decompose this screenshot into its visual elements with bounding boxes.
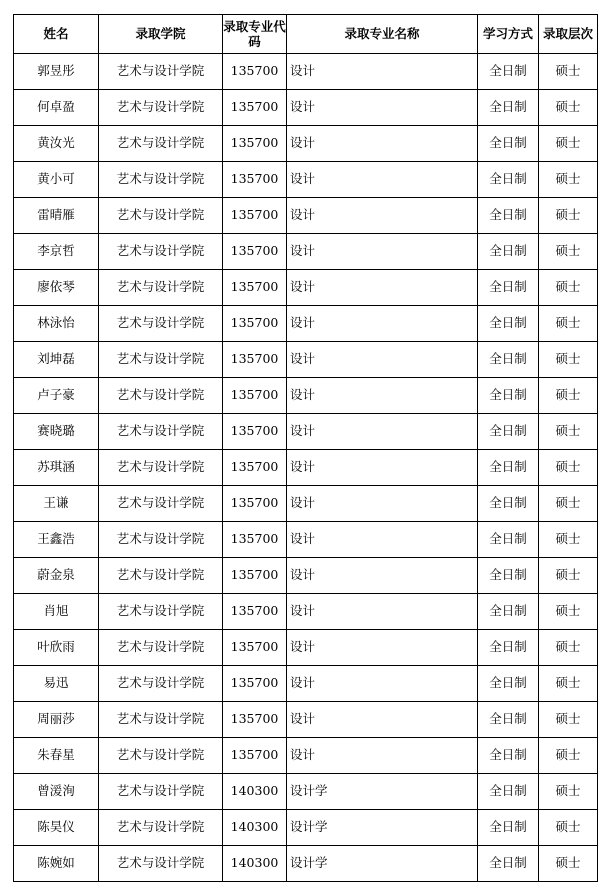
table-row bbox=[14, 126, 598, 162]
table-row bbox=[14, 738, 598, 774]
cell-code: 135700 bbox=[223, 522, 287, 558]
cell-name: 赛晓璐 bbox=[14, 414, 99, 450]
cell-name: 何卓盈 bbox=[14, 90, 99, 126]
cell-mode: 全日制 bbox=[478, 414, 539, 450]
table-row bbox=[14, 54, 598, 90]
cell-mode: 全日制 bbox=[478, 378, 539, 414]
cell-name: 王谦 bbox=[14, 486, 99, 522]
table-row bbox=[14, 234, 598, 270]
cell-level: 硕士 bbox=[539, 414, 598, 450]
table-row bbox=[14, 378, 598, 414]
cell-major: 设计 bbox=[287, 126, 478, 162]
cell-code: 135700 bbox=[223, 630, 287, 666]
cell-code: 135700 bbox=[223, 126, 287, 162]
table-row bbox=[14, 342, 598, 378]
cell-mode: 全日制 bbox=[478, 522, 539, 558]
header-college: 录取学院 bbox=[99, 15, 223, 54]
table-row bbox=[14, 162, 598, 198]
cell-major: 设计 bbox=[287, 198, 478, 234]
cell-major: 设计 bbox=[287, 594, 478, 630]
cell-major: 设计 bbox=[287, 306, 478, 342]
cell-name: 卢子豪 bbox=[14, 378, 99, 414]
cell-major: 设计 bbox=[287, 450, 478, 486]
table-row bbox=[14, 450, 598, 486]
cell-name: 黄小可 bbox=[14, 162, 99, 198]
table-row bbox=[14, 594, 598, 630]
table-row bbox=[14, 558, 598, 594]
header-level: 录取层次 bbox=[539, 15, 598, 54]
cell-mode: 全日制 bbox=[478, 702, 539, 738]
cell-college: 艺术与设计学院 bbox=[99, 450, 223, 486]
cell-name: 刘坤磊 bbox=[14, 342, 99, 378]
cell-level: 硕士 bbox=[539, 162, 598, 198]
table-row bbox=[14, 774, 598, 810]
cell-level: 硕士 bbox=[539, 702, 598, 738]
cell-college: 艺术与设计学院 bbox=[99, 702, 223, 738]
cell-code: 135700 bbox=[223, 702, 287, 738]
header-code: 录取专业代码 bbox=[223, 15, 287, 54]
cell-mode: 全日制 bbox=[478, 234, 539, 270]
cell-name: 苏琪涵 bbox=[14, 450, 99, 486]
table-row bbox=[14, 630, 598, 666]
cell-college: 艺术与设计学院 bbox=[99, 738, 223, 774]
cell-mode: 全日制 bbox=[478, 54, 539, 90]
cell-name: 陈昊仪 bbox=[14, 810, 99, 846]
cell-mode: 全日制 bbox=[478, 558, 539, 594]
cell-mode: 全日制 bbox=[478, 774, 539, 810]
cell-code: 135700 bbox=[223, 270, 287, 306]
cell-college: 艺术与设计学院 bbox=[99, 162, 223, 198]
cell-college: 艺术与设计学院 bbox=[99, 198, 223, 234]
cell-major: 设计 bbox=[287, 702, 478, 738]
cell-code: 135700 bbox=[223, 234, 287, 270]
cell-major: 设计学 bbox=[287, 774, 478, 810]
cell-level: 硕士 bbox=[539, 486, 598, 522]
cell-level: 硕士 bbox=[539, 90, 598, 126]
cell-name: 廖依琴 bbox=[14, 270, 99, 306]
cell-major: 设计 bbox=[287, 162, 478, 198]
cell-major: 设计学 bbox=[287, 846, 478, 882]
admission-table bbox=[13, 14, 598, 882]
table-row bbox=[14, 198, 598, 234]
cell-code: 135700 bbox=[223, 738, 287, 774]
cell-college: 艺术与设计学院 bbox=[99, 774, 223, 810]
cell-code: 135700 bbox=[223, 162, 287, 198]
cell-name: 郭昱彤 bbox=[14, 54, 99, 90]
cell-level: 硕士 bbox=[539, 810, 598, 846]
table-row bbox=[14, 522, 598, 558]
table-row bbox=[14, 702, 598, 738]
table-row bbox=[14, 90, 598, 126]
cell-level: 硕士 bbox=[539, 630, 598, 666]
table-row bbox=[14, 810, 598, 846]
cell-college: 艺术与设计学院 bbox=[99, 54, 223, 90]
cell-college: 艺术与设计学院 bbox=[99, 234, 223, 270]
cell-major: 设计 bbox=[287, 630, 478, 666]
cell-name: 林泳怡 bbox=[14, 306, 99, 342]
cell-code: 135700 bbox=[223, 378, 287, 414]
cell-college: 艺术与设计学院 bbox=[99, 90, 223, 126]
cell-level: 硕士 bbox=[539, 378, 598, 414]
cell-college: 艺术与设计学院 bbox=[99, 378, 223, 414]
cell-name: 周丽莎 bbox=[14, 702, 99, 738]
cell-college: 艺术与设计学院 bbox=[99, 666, 223, 702]
cell-mode: 全日制 bbox=[478, 162, 539, 198]
cell-level: 硕士 bbox=[539, 198, 598, 234]
cell-mode: 全日制 bbox=[478, 630, 539, 666]
cell-major: 设计 bbox=[287, 90, 478, 126]
cell-code: 135700 bbox=[223, 414, 287, 450]
cell-college: 艺术与设计学院 bbox=[99, 126, 223, 162]
table-row bbox=[14, 414, 598, 450]
admission-table-wrapper bbox=[13, 14, 598, 882]
cell-mode: 全日制 bbox=[478, 810, 539, 846]
header-mode: 学习方式 bbox=[478, 15, 539, 54]
cell-major: 设计 bbox=[287, 378, 478, 414]
header-major: 录取专业名称 bbox=[287, 15, 478, 54]
cell-college: 艺术与设计学院 bbox=[99, 270, 223, 306]
cell-code: 140300 bbox=[223, 774, 287, 810]
cell-name: 曾湲洵 bbox=[14, 774, 99, 810]
cell-major: 设计 bbox=[287, 54, 478, 90]
table-row bbox=[14, 846, 598, 882]
cell-name: 李京哲 bbox=[14, 234, 99, 270]
cell-major: 设计 bbox=[287, 414, 478, 450]
cell-major: 设计 bbox=[287, 270, 478, 306]
cell-mode: 全日制 bbox=[478, 306, 539, 342]
cell-mode: 全日制 bbox=[478, 846, 539, 882]
cell-major: 设计 bbox=[287, 522, 478, 558]
cell-mode: 全日制 bbox=[478, 90, 539, 126]
cell-level: 硕士 bbox=[539, 738, 598, 774]
cell-college: 艺术与设计学院 bbox=[99, 306, 223, 342]
cell-college: 艺术与设计学院 bbox=[99, 486, 223, 522]
cell-major: 设计 bbox=[287, 666, 478, 702]
cell-name: 叶欣雨 bbox=[14, 630, 99, 666]
cell-code: 135700 bbox=[223, 486, 287, 522]
cell-level: 硕士 bbox=[539, 126, 598, 162]
table-body bbox=[14, 54, 598, 882]
cell-mode: 全日制 bbox=[478, 450, 539, 486]
table-header bbox=[14, 15, 598, 54]
cell-mode: 全日制 bbox=[478, 666, 539, 702]
cell-code: 135700 bbox=[223, 54, 287, 90]
cell-college: 艺术与设计学院 bbox=[99, 594, 223, 630]
cell-level: 硕士 bbox=[539, 666, 598, 702]
table-row bbox=[14, 270, 598, 306]
cell-code: 135700 bbox=[223, 342, 287, 378]
cell-mode: 全日制 bbox=[478, 198, 539, 234]
cell-level: 硕士 bbox=[539, 234, 598, 270]
cell-code: 140300 bbox=[223, 846, 287, 882]
cell-name: 雷晴雁 bbox=[14, 198, 99, 234]
cell-level: 硕士 bbox=[539, 774, 598, 810]
cell-level: 硕士 bbox=[539, 342, 598, 378]
cell-major: 设计 bbox=[287, 342, 478, 378]
cell-name: 王鑫浩 bbox=[14, 522, 99, 558]
cell-code: 140300 bbox=[223, 810, 287, 846]
cell-major: 设计 bbox=[287, 738, 478, 774]
cell-college: 艺术与设计学院 bbox=[99, 558, 223, 594]
cell-major: 设计 bbox=[287, 234, 478, 270]
cell-code: 135700 bbox=[223, 90, 287, 126]
cell-mode: 全日制 bbox=[478, 342, 539, 378]
cell-code: 135700 bbox=[223, 558, 287, 594]
cell-code: 135700 bbox=[223, 306, 287, 342]
cell-mode: 全日制 bbox=[478, 126, 539, 162]
cell-name: 黄汝光 bbox=[14, 126, 99, 162]
cell-major: 设计学 bbox=[287, 810, 478, 846]
cell-name: 蔚金泉 bbox=[14, 558, 99, 594]
cell-code: 135700 bbox=[223, 666, 287, 702]
cell-major: 设计 bbox=[287, 558, 478, 594]
cell-name: 肖旭 bbox=[14, 594, 99, 630]
cell-level: 硕士 bbox=[539, 450, 598, 486]
table-row bbox=[14, 486, 598, 522]
header-row bbox=[14, 15, 598, 54]
cell-mode: 全日制 bbox=[478, 738, 539, 774]
cell-level: 硕士 bbox=[539, 846, 598, 882]
cell-major: 设计 bbox=[287, 486, 478, 522]
header-name: 姓名 bbox=[14, 15, 99, 54]
cell-level: 硕士 bbox=[539, 54, 598, 90]
cell-level: 硕士 bbox=[539, 558, 598, 594]
cell-mode: 全日制 bbox=[478, 270, 539, 306]
cell-college: 艺术与设计学院 bbox=[99, 630, 223, 666]
cell-name: 易迅 bbox=[14, 666, 99, 702]
table-row bbox=[14, 306, 598, 342]
cell-college: 艺术与设计学院 bbox=[99, 846, 223, 882]
cell-college: 艺术与设计学院 bbox=[99, 522, 223, 558]
cell-college: 艺术与设计学院 bbox=[99, 414, 223, 450]
cell-code: 135700 bbox=[223, 198, 287, 234]
cell-mode: 全日制 bbox=[478, 594, 539, 630]
table-row bbox=[14, 666, 598, 702]
cell-mode: 全日制 bbox=[478, 486, 539, 522]
cell-name: 陈婉如 bbox=[14, 846, 99, 882]
cell-level: 硕士 bbox=[539, 270, 598, 306]
cell-name: 朱春星 bbox=[14, 738, 99, 774]
cell-level: 硕士 bbox=[539, 594, 598, 630]
cell-code: 135700 bbox=[223, 450, 287, 486]
cell-level: 硕士 bbox=[539, 522, 598, 558]
cell-college: 艺术与设计学院 bbox=[99, 810, 223, 846]
cell-code: 135700 bbox=[223, 594, 287, 630]
cell-college: 艺术与设计学院 bbox=[99, 342, 223, 378]
cell-level: 硕士 bbox=[539, 306, 598, 342]
